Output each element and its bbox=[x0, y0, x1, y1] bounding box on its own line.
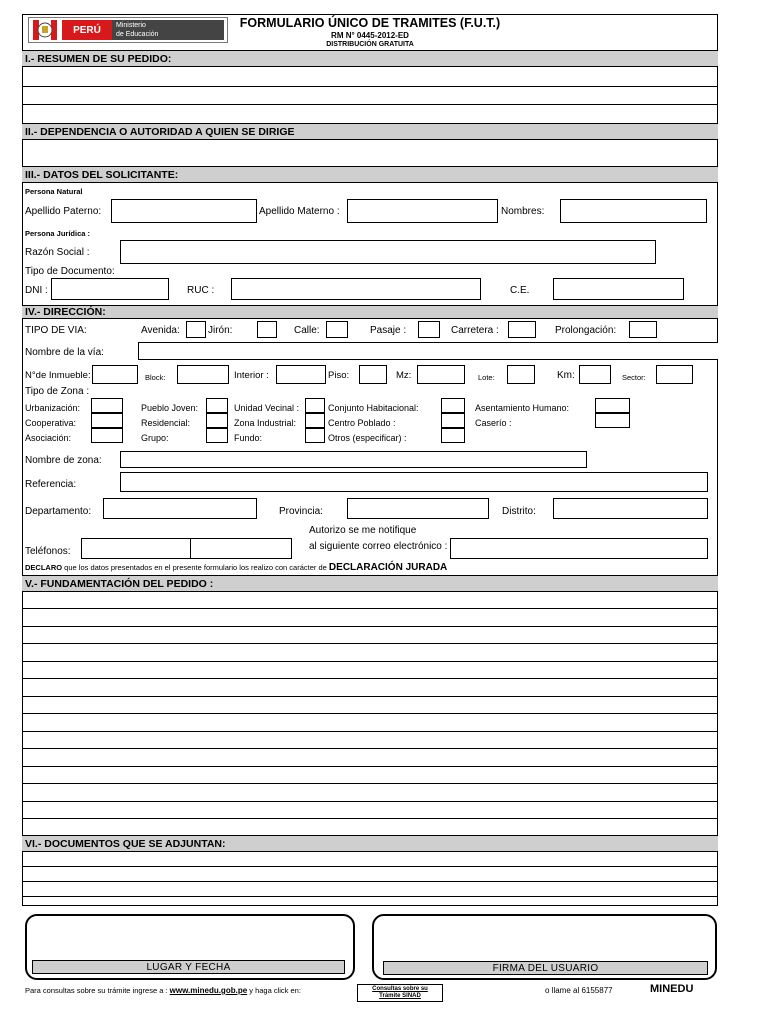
caserio-label: Caserío : bbox=[475, 418, 512, 428]
urbanizacion-checkbox[interactable] bbox=[91, 398, 123, 413]
tipo-documento-label: Tipo de Documento: bbox=[25, 266, 115, 277]
section-resumen: I.- RESUMEN DE SU PEDIDO: bbox=[22, 50, 718, 67]
inmueble-label: N°de Inmueble: bbox=[25, 370, 91, 381]
rm-number: RM N° 0445-2012-ED bbox=[331, 31, 409, 40]
dni-label: DNI : bbox=[25, 285, 48, 296]
otros-checkbox[interactable] bbox=[441, 428, 465, 443]
cooperativa-checkbox[interactable] bbox=[91, 413, 123, 428]
calle-checkbox[interactable] bbox=[326, 321, 348, 338]
pueblo-joven-label: Pueblo Joven: bbox=[141, 403, 199, 413]
ce-label: C.E. bbox=[510, 285, 530, 296]
nombre-via-label: Nombre de la vía: bbox=[25, 347, 104, 358]
line bbox=[22, 866, 718, 867]
distribution-note: DISTRIBUCIÓN GRATUITA bbox=[326, 41, 414, 48]
block-field[interactable] bbox=[177, 365, 229, 384]
inmueble-field[interactable] bbox=[92, 365, 138, 384]
pasaje-checkbox[interactable] bbox=[418, 321, 440, 338]
ministry-label: Ministerio de Educación bbox=[112, 20, 224, 40]
mz-field[interactable] bbox=[417, 365, 465, 384]
asentamiento-humano-checkbox[interactable] bbox=[595, 398, 630, 413]
conjunto-habitacional-checkbox[interactable] bbox=[441, 398, 465, 413]
persona-juridica-label: Persona Jurídica : bbox=[25, 229, 91, 238]
tipo-via-label: TIPO DE VIA: bbox=[25, 325, 87, 336]
asociacion-checkbox[interactable] bbox=[91, 428, 123, 443]
line bbox=[22, 896, 718, 897]
prolongacion-label: Prolongación: bbox=[555, 325, 617, 336]
autorizo-label-line2: al siguiente correo electrónico : bbox=[309, 541, 448, 552]
grupo-checkbox[interactable] bbox=[206, 428, 228, 443]
section-direccion: IV.- DIRECCIÓN: bbox=[22, 305, 718, 319]
section-solicitante: III.- DATOS DEL SOLICITANTE: bbox=[22, 166, 718, 183]
piso-field[interactable] bbox=[359, 365, 387, 384]
razon-social-label: Razón Social : bbox=[25, 247, 90, 258]
apellido-paterno-field[interactable] bbox=[111, 199, 257, 223]
form-title: FORMULARIO ÚNICO DE TRAMITES (F.U.T.) bbox=[239, 16, 501, 30]
centro-poblado-label: Centro Poblado : bbox=[328, 418, 396, 428]
peru-shield-icon bbox=[33, 20, 57, 40]
otros-label: Otros (especificar) : bbox=[328, 433, 407, 443]
writing-line bbox=[22, 766, 718, 767]
km-label: Km: bbox=[557, 370, 575, 381]
telefono1-field[interactable] bbox=[81, 538, 191, 559]
provincia-label: Provincia: bbox=[279, 506, 323, 517]
asentamiento-humano-label: Asentamiento Humano: bbox=[475, 403, 570, 413]
referencia-label: Referencia: bbox=[25, 479, 77, 490]
footer-consultas: Para consultas sobre su trámite ingrese a : www.minedu.gob.pe y haga click en: bbox=[25, 986, 301, 995]
line bbox=[22, 881, 718, 882]
apellido-materno-label: Apellido Materno : bbox=[259, 206, 340, 217]
avenida-label: Avenida: bbox=[141, 325, 180, 336]
calle-label: Calle: bbox=[294, 325, 320, 336]
avenida-checkbox[interactable] bbox=[186, 321, 206, 338]
writing-line bbox=[22, 783, 718, 784]
dni-field[interactable] bbox=[51, 278, 169, 300]
minedu-logo bbox=[28, 17, 228, 43]
sector-field[interactable] bbox=[656, 365, 693, 384]
line bbox=[22, 86, 718, 87]
nombre-zona-label: Nombre de zona: bbox=[25, 455, 102, 466]
jiron-checkbox[interactable] bbox=[257, 321, 277, 338]
km-field[interactable] bbox=[579, 365, 611, 384]
minedu-label: MINEDU bbox=[650, 983, 694, 995]
residencial-checkbox[interactable] bbox=[206, 413, 228, 428]
section-fundamentacion: V.- FUNDAMENTACIÓN DEL PEDIDO : bbox=[22, 575, 718, 592]
nombre-via-field[interactable] bbox=[138, 342, 718, 360]
section-dependencia: II.- DEPENDENCIA O AUTORIDAD A QUIEN SE DIRIGE bbox=[22, 123, 718, 140]
pueblo-joven-checkbox[interactable] bbox=[206, 398, 228, 413]
residencial-label: Residencial: bbox=[141, 418, 191, 428]
sector-label: Sector: bbox=[622, 373, 646, 382]
caserio-checkbox[interactable] bbox=[595, 413, 630, 428]
carretera-checkbox[interactable] bbox=[508, 321, 536, 338]
telefonos-label: Teléfonos: bbox=[25, 546, 71, 557]
writing-line bbox=[22, 626, 718, 627]
writing-line bbox=[22, 731, 718, 732]
unidad-vecinal-label: Unidad Vecinal : bbox=[234, 403, 300, 413]
lugar-fecha-label: LUGAR Y FECHA bbox=[32, 960, 345, 974]
writing-line bbox=[22, 678, 718, 679]
urbanizacion-label: Urbanización: bbox=[25, 403, 81, 413]
nombre-zona-field[interactable] bbox=[120, 451, 587, 468]
writing-line bbox=[22, 801, 718, 802]
zona-industrial-checkbox[interactable] bbox=[305, 413, 325, 428]
unidad-vecinal-checkbox[interactable] bbox=[305, 398, 325, 413]
interior-field[interactable] bbox=[276, 365, 326, 384]
writing-line bbox=[22, 661, 718, 662]
piso-label: Piso: bbox=[328, 370, 350, 381]
writing-line bbox=[22, 643, 718, 644]
provincia-field[interactable] bbox=[347, 498, 489, 519]
block-label: Block: bbox=[145, 373, 166, 382]
writing-line bbox=[22, 608, 718, 609]
tipo-zona-label: Tipo de Zona : bbox=[25, 386, 90, 397]
fundo-label: Fundo: bbox=[234, 433, 263, 443]
apellido-paterno-label: Apellido Paterno: bbox=[25, 206, 102, 217]
persona-natural-label: Persona Natural bbox=[25, 187, 83, 196]
prolongacion-checkbox[interactable] bbox=[629, 321, 657, 338]
autorizo-label-line1: Autorizo se me notifique bbox=[309, 525, 417, 536]
apellido-materno-field[interactable] bbox=[347, 199, 498, 223]
writing-line bbox=[22, 818, 718, 819]
writing-line bbox=[22, 748, 718, 749]
ruc-field[interactable] bbox=[231, 278, 481, 300]
sinad-button[interactable]: Consultas sobre su Trámite SINAD bbox=[357, 984, 443, 1002]
carretera-label: Carretera : bbox=[451, 325, 499, 336]
departamento-field[interactable] bbox=[103, 498, 257, 519]
distrito-field[interactable] bbox=[553, 498, 708, 519]
asociacion-label: Asociación: bbox=[25, 433, 72, 443]
line bbox=[22, 104, 718, 105]
nombres-label: Nombres: bbox=[501, 206, 545, 217]
ce-field[interactable] bbox=[553, 278, 684, 300]
correo-field[interactable] bbox=[450, 538, 708, 559]
razon-social-field[interactable] bbox=[120, 240, 656, 264]
fundo-checkbox[interactable] bbox=[305, 428, 325, 443]
conjunto-habitacional-label: Conjunto Habitacional: bbox=[328, 403, 419, 413]
lote-field[interactable] bbox=[507, 365, 535, 384]
pasaje-label: Pasaje : bbox=[370, 325, 407, 336]
phone-note: o llame al 6155877 bbox=[545, 986, 613, 995]
firma-usuario-label: FIRMA DEL USUARIO bbox=[383, 961, 708, 975]
cooperativa-label: Cooperativa: bbox=[25, 418, 77, 428]
referencia-field[interactable] bbox=[120, 472, 708, 492]
interior-label: Interior : bbox=[234, 370, 269, 381]
grupo-label: Grupo: bbox=[141, 433, 169, 443]
centro-poblado-checkbox[interactable] bbox=[441, 413, 465, 428]
nombres-field[interactable] bbox=[560, 199, 707, 223]
ruc-label: RUC : bbox=[187, 285, 215, 296]
peru-label: PERÚ bbox=[62, 20, 112, 40]
writing-line bbox=[22, 713, 718, 714]
jiron-label: Jirón: bbox=[208, 325, 233, 336]
zona-industrial-label: Zona Industrial: bbox=[234, 418, 297, 428]
lote-label: Lote: bbox=[478, 373, 495, 382]
mz-label: Mz: bbox=[396, 370, 412, 381]
distrito-label: Distrito: bbox=[502, 506, 536, 517]
departamento-label: Departamento: bbox=[25, 506, 92, 517]
telefono2-field[interactable] bbox=[190, 538, 292, 559]
writing-line bbox=[22, 696, 718, 697]
minedu-link[interactable]: www.minedu.gob.pe bbox=[169, 986, 248, 995]
section-documentos: VI.- DOCUMENTOS QUE SE ADJUNTAN: bbox=[22, 835, 718, 852]
declaro-text: DECLARO que los datos presentados en el presente formulario los realizo con carácter de DECLARACIÓN JURADA bbox=[25, 562, 448, 573]
